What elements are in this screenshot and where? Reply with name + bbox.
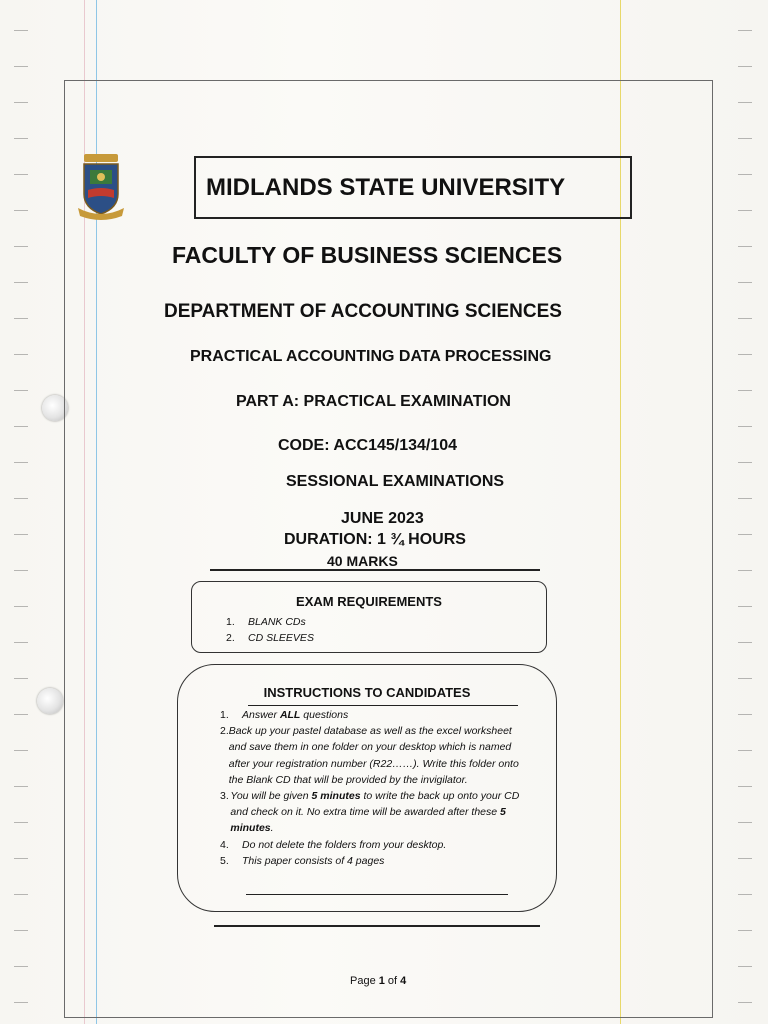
instructions-bottom-rule xyxy=(246,894,508,895)
page-footer xyxy=(350,975,406,987)
instruction-text: Answer ALL questions xyxy=(242,709,349,721)
session-heading: SESSIONAL EXAMINATIONS xyxy=(286,473,505,490)
instructions-list xyxy=(220,707,520,869)
requirements-list xyxy=(226,614,314,646)
course-heading: PRACTICAL ACCOUNTING DATA PROCESSING xyxy=(190,348,552,365)
university-crest-icon xyxy=(78,154,124,222)
exam-requirements-box xyxy=(191,581,547,653)
instruction-item xyxy=(220,853,520,869)
left-dot-ticks xyxy=(14,0,28,1024)
instruction-item xyxy=(220,837,520,853)
requirement-item xyxy=(226,614,314,630)
exam-date: JUNE 2023 xyxy=(341,510,424,527)
part-heading: PART A: PRACTICAL EXAMINATION xyxy=(236,393,511,410)
university-name: MIDLANDS STATE UNIVERSITY xyxy=(206,173,566,201)
instruction-text: You will be given 5 minutes to write the back up onto your CD and check on it. No extra time will be awarded after these 5 minutes. xyxy=(230,790,520,835)
instruction-text: Do not delete the folders from your desktop. xyxy=(242,838,447,851)
requirement-item xyxy=(226,630,314,646)
instruction-item xyxy=(220,707,520,723)
instruction-text: Back up your pastel database as well as the excel worksheet and save them in one folder on your desktop which is named after your registration number (R22……). Write this folder onto the Blank CD that will be provided by the invigilator. xyxy=(228,725,519,786)
item-number: 2. xyxy=(226,632,235,645)
exam-duration: DURATION: 1 ¾ HOURS xyxy=(284,531,466,548)
footer-rule xyxy=(214,925,540,927)
item-number: 5. xyxy=(220,854,229,867)
item-number: 3. xyxy=(220,790,229,803)
faculty-heading: FACULTY OF BUSINESS SCIENCES xyxy=(172,242,563,268)
instructions-title-rule xyxy=(248,705,518,706)
requirement-text: BLANK CDs xyxy=(248,616,306,628)
punch-hole xyxy=(37,688,63,714)
total-marks: 40 MARKS xyxy=(327,553,398,569)
requirements-title: EXAM REQUIREMENTS xyxy=(296,594,442,609)
instruction-item xyxy=(220,723,520,788)
item-number: 1. xyxy=(226,616,235,628)
instructions-box xyxy=(177,664,557,912)
page-of-label: of xyxy=(384,975,401,987)
page-number: 1 xyxy=(378,975,385,987)
instructions-title: INSTRUCTIONS TO CANDIDATES xyxy=(263,685,471,700)
page-label: Page xyxy=(350,975,379,987)
instruction-text: This paper consists of 4 pages xyxy=(242,854,385,867)
instruction-item xyxy=(220,788,520,837)
page-total: 4 xyxy=(400,975,407,987)
right-dot-ticks xyxy=(738,0,752,1024)
university-title-box xyxy=(194,156,632,219)
item-number: 1. xyxy=(220,709,229,721)
item-number: 2. xyxy=(220,725,229,738)
item-number: 4. xyxy=(220,838,229,851)
header-rule xyxy=(210,569,540,571)
requirement-text: CD SLEEVES xyxy=(248,632,314,645)
department-heading: DEPARTMENT OF ACCOUNTING SCIENCES xyxy=(164,301,562,322)
course-code: CODE: ACC145/134/104 xyxy=(278,437,458,454)
